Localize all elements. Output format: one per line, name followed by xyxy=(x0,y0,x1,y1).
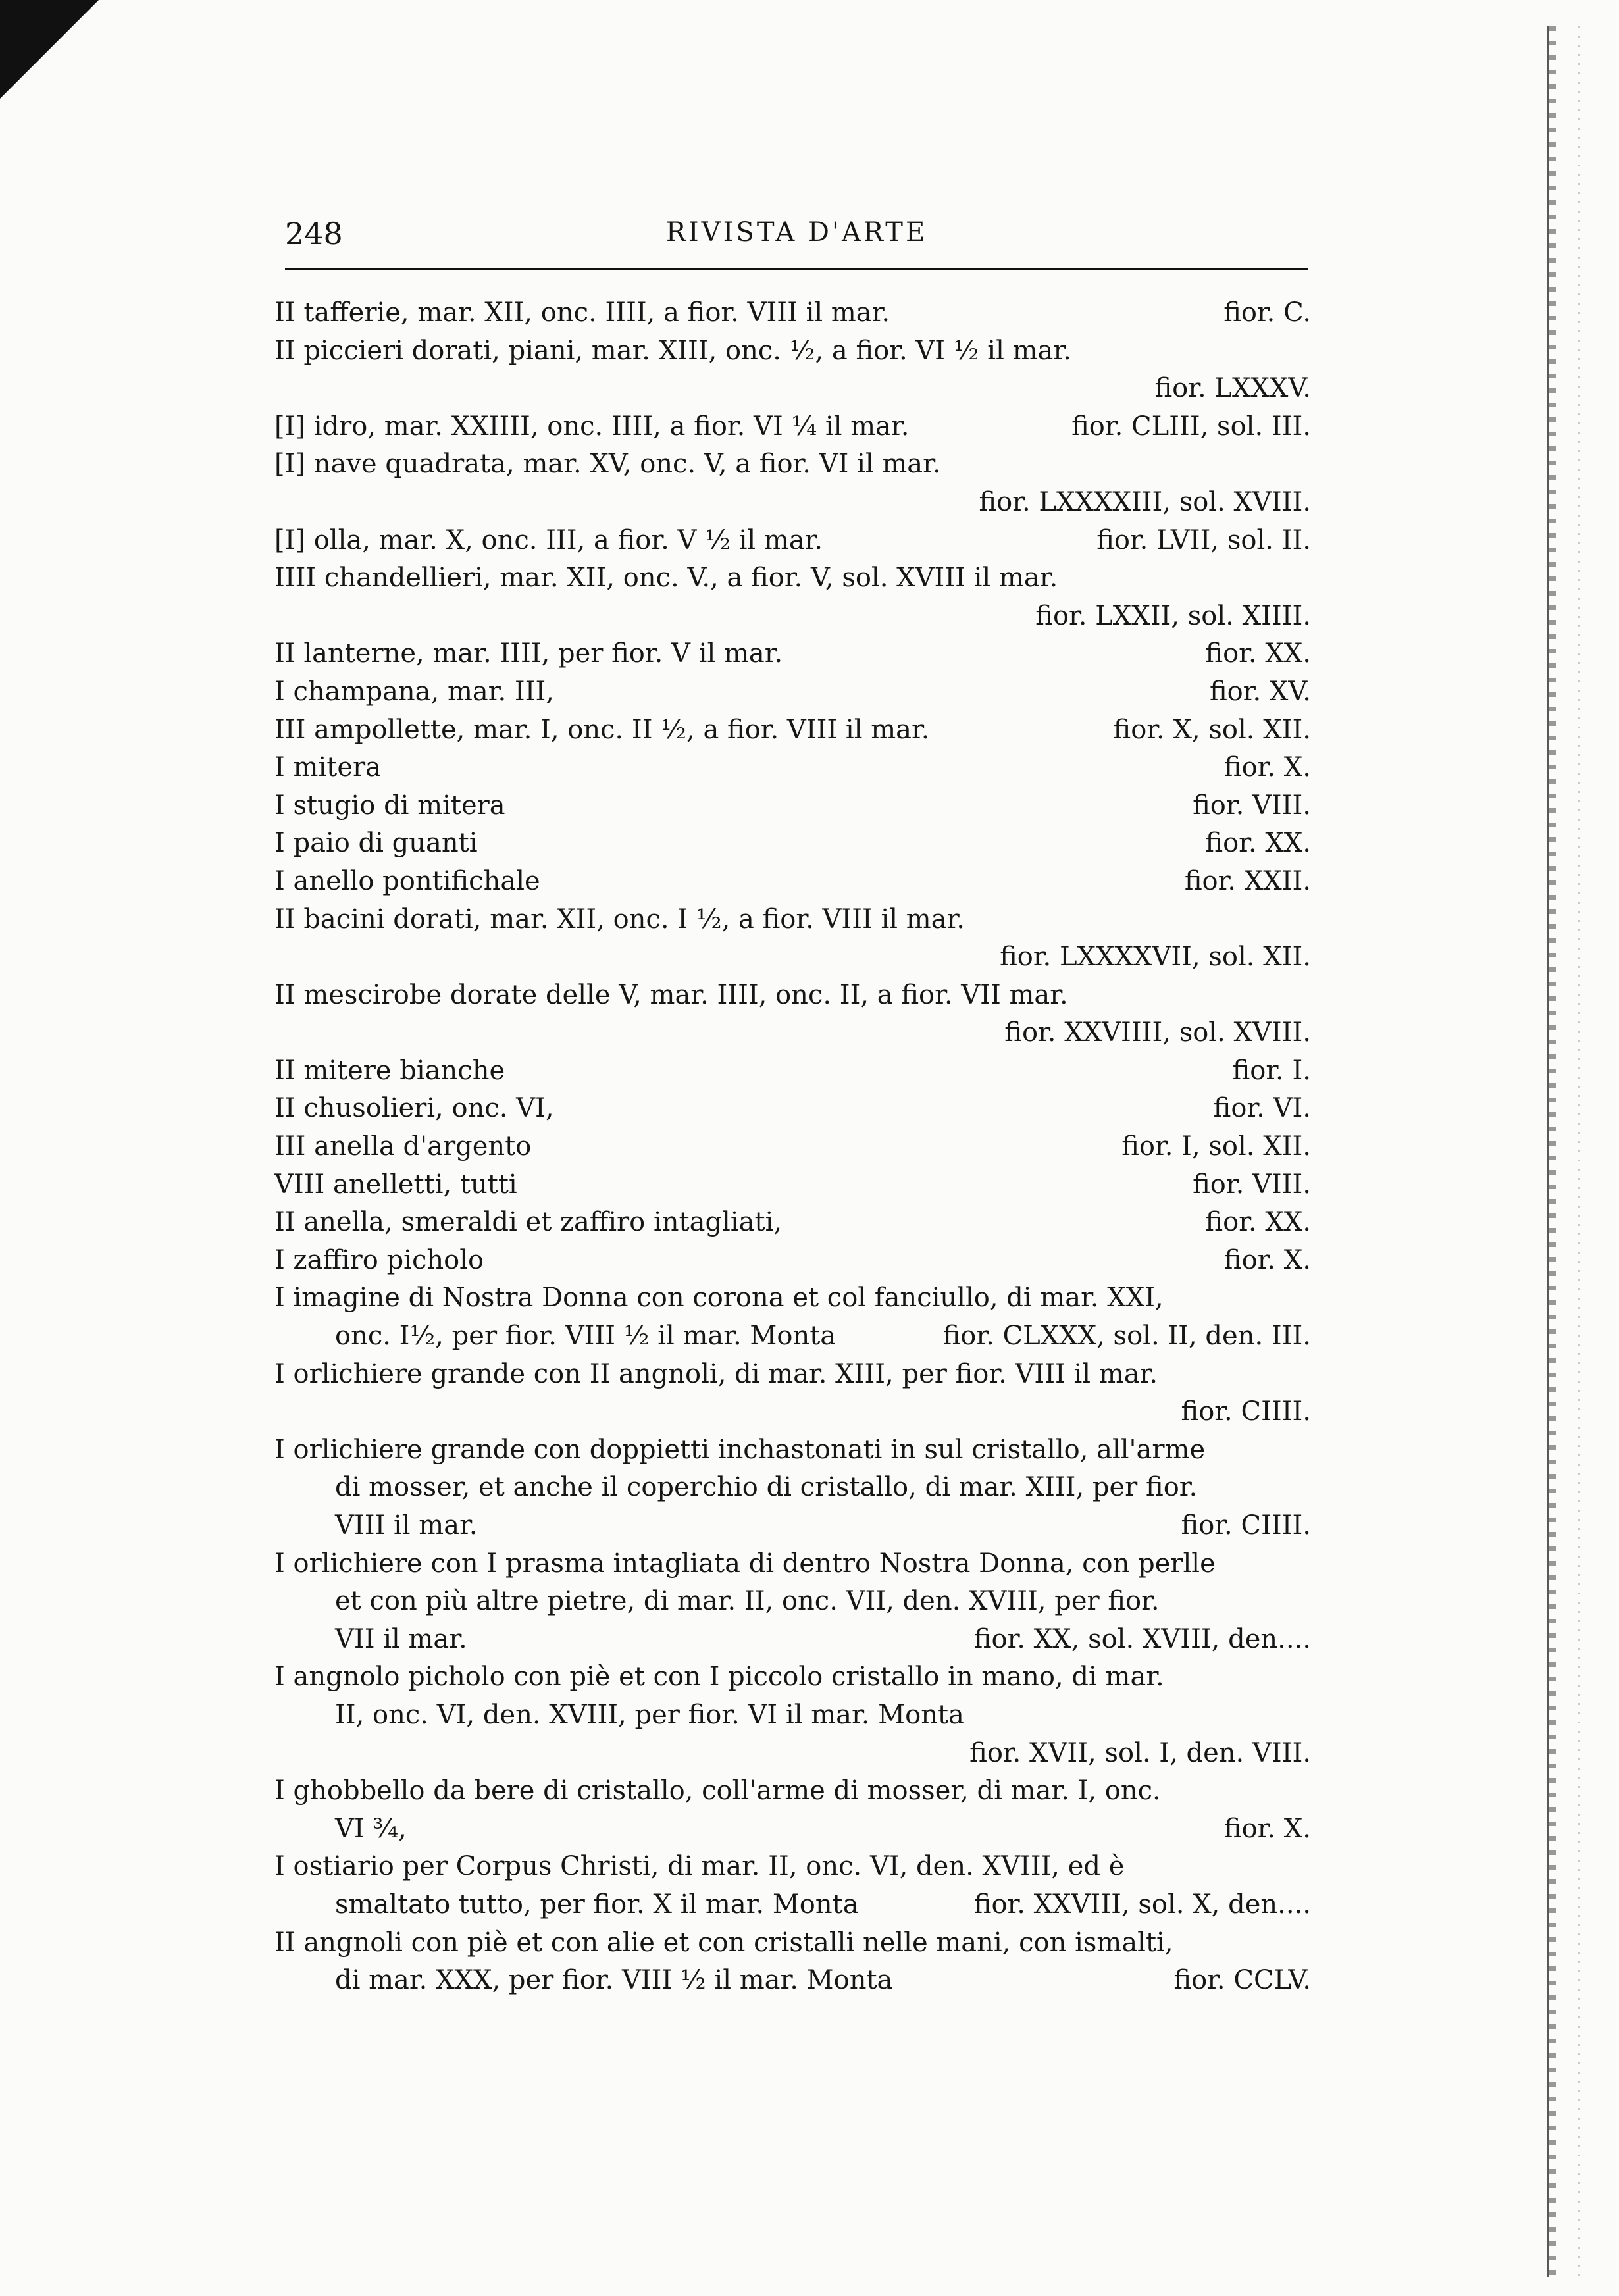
item-value: fior. XVII, sol. I, den. VIII. xyxy=(969,1737,1311,1768)
inventory-line xyxy=(274,1128,1311,1166)
inventory-line xyxy=(274,938,1311,977)
item-value: fior. I, sol. XII. xyxy=(1121,1131,1311,1162)
inventory-line xyxy=(274,1052,1311,1090)
item-value: fior. I. xyxy=(1232,1055,1311,1086)
item-description: I angnolo picholo con piè et con I piccolo cristallo in mano, di mar. xyxy=(274,1662,1164,1693)
item-description: [I] olla, mar. X, onc. III, a fior. V ½ il mar. xyxy=(274,524,823,555)
item-value: fior. LXXXXIII, sol. XVIII. xyxy=(979,486,1311,517)
item-description: di mosser, et anche il coperchio di cristallo, di mar. XIII, per fior. xyxy=(335,1472,1198,1503)
inventory-line xyxy=(274,1848,1311,1886)
inventory-line xyxy=(274,1356,1311,1394)
item-value: fior. X, sol. XII. xyxy=(1113,714,1311,745)
inventory-line xyxy=(274,1962,1311,2000)
inventory-line xyxy=(274,825,1311,863)
item-value: fior. VIII. xyxy=(1193,1169,1311,1200)
inventory-line xyxy=(274,559,1311,598)
item-value: fior. XX, sol. XVIII, den.... xyxy=(973,1623,1311,1654)
item-value: fior. XXVIIII, sol. XVIII. xyxy=(1004,1017,1311,1048)
inventory-line xyxy=(274,1242,1311,1280)
item-value: fior. XX. xyxy=(1205,1207,1311,1238)
inventory-line xyxy=(274,1431,1311,1469)
inventory-line xyxy=(274,1545,1311,1583)
item-value: fior. LXXXXVII, sol. XII. xyxy=(1000,942,1311,973)
inventory-line xyxy=(274,1166,1311,1204)
running-title: RIVISTA D'ARTE xyxy=(665,217,928,247)
page-number: 248 xyxy=(285,216,343,251)
inventory-line xyxy=(274,484,1311,522)
item-value: fior. XV. xyxy=(1209,676,1311,707)
inventory-line xyxy=(274,673,1311,711)
inventory-line xyxy=(274,598,1311,636)
item-description: smaltato tutto, per fior. X il mar. Monta xyxy=(335,1889,859,1920)
item-value: fior. XXVIII, sol. X, den.... xyxy=(973,1889,1311,1920)
page-header xyxy=(285,216,1308,270)
inventory-line xyxy=(274,1924,1311,1962)
item-description: I orlichiere con I prasma intagliata di dentro Nostra Donna, con perlle xyxy=(274,1548,1216,1579)
item-description: II lanterne, mar. IIII, per fior. V il mar. xyxy=(274,638,783,669)
inventory-line xyxy=(274,332,1311,370)
item-value: fior. LXXXV. xyxy=(1154,373,1311,404)
item-description: I paio di guanti xyxy=(274,828,478,859)
item-description: onc. I½, per fior. VIII ½ il mar. Monta xyxy=(335,1321,836,1352)
item-description: II tafferie, mar. XII, onc. IIII, a fior. VIII il mar. xyxy=(274,297,890,328)
inventory-line xyxy=(274,1279,1311,1317)
item-value: fior. XX. xyxy=(1205,638,1311,669)
item-description: II mitere bianche xyxy=(274,1055,505,1086)
inventory-line xyxy=(274,1317,1311,1356)
item-value: fior. VI. xyxy=(1213,1093,1311,1124)
item-value: fior. LVII, sol. II. xyxy=(1096,524,1311,555)
inventory-line xyxy=(274,408,1311,446)
item-description: VIII anelletti, tutti xyxy=(274,1169,517,1200)
inventory-line xyxy=(274,1204,1311,1242)
inventory-line xyxy=(274,1772,1311,1810)
inventory-line xyxy=(274,977,1311,1015)
item-value: fior. CLXXX, sol. II, den. III. xyxy=(942,1321,1311,1352)
item-value: fior. X. xyxy=(1223,752,1311,783)
item-value: fior. C. xyxy=(1223,297,1311,328)
inventory-line xyxy=(274,1696,1311,1735)
item-description: III anella d'argento xyxy=(274,1131,532,1162)
item-value: fior. XXII. xyxy=(1184,865,1311,896)
inventory-line xyxy=(274,1507,1311,1545)
item-description: di mar. XXX, per fior. VIII ½ il mar. Monta xyxy=(335,1965,893,1996)
item-description: III ampollette, mar. I, onc. II ½, a fior. VIII il mar. xyxy=(274,714,930,745)
inventory-line xyxy=(274,1621,1311,1659)
item-value: fior. CIIII. xyxy=(1181,1510,1311,1541)
inventory-line xyxy=(274,522,1311,560)
item-description: I orlichiere grande con doppietti inchastonati in sul cristallo, all'arme xyxy=(274,1434,1206,1465)
item-description: IIII chandellieri, mar. XII, onc. V., a fior. V, sol. XVIII il mar. xyxy=(274,563,1058,594)
item-description: [I] idro, mar. XXIIII, onc. IIII, a fior. VI ¼ il mar. xyxy=(274,411,910,442)
item-description: et con più altre pietre, di mar. II, onc. VII, den. XVIII, per fior. xyxy=(335,1586,1160,1617)
inventory-line xyxy=(274,711,1311,750)
item-description: I ghobbello da bere di cristallo, coll'arme di mosser, di mar. I, onc. xyxy=(274,1775,1161,1806)
item-description: I zaffiro picholo xyxy=(274,1244,484,1275)
item-value: fior. VIII. xyxy=(1193,790,1311,821)
inventory-line xyxy=(274,1014,1311,1052)
item-value: fior. CLIII, sol. III. xyxy=(1071,411,1311,442)
inventory-line xyxy=(274,1658,1311,1696)
inventory-line xyxy=(274,1393,1311,1431)
item-description: II anella, smeraldi et zaffiro intagliati, xyxy=(274,1207,783,1238)
item-description: I mitera xyxy=(274,752,381,783)
inventory-line xyxy=(274,863,1311,901)
item-description: II bacini dorati, mar. XII, onc. I ½, a fior. VIII il mar. xyxy=(274,904,965,934)
item-value: fior. LXXII, sol. XIIII. xyxy=(1035,600,1311,631)
item-value: fior. X. xyxy=(1223,1244,1311,1275)
item-description: I orlichiere grande con II angnoli, di mar. XIII, per fior. VIII il mar. xyxy=(274,1358,1158,1389)
item-description: I imagine di Nostra Donna con corona et col fanciullo, di mar. XXI, xyxy=(274,1283,1164,1314)
inventory-line xyxy=(274,446,1311,484)
scan-corner-mark xyxy=(0,0,99,99)
inventory-line xyxy=(274,1583,1311,1621)
item-value: fior. XX. xyxy=(1205,828,1311,859)
item-description: II piccieri dorati, piani, mar. XIII, onc. ½, a fior. VI ½ il mar. xyxy=(274,335,1071,366)
item-description: II angnoli con piè et con alie et con cristalli nelle mani, con ismalti, xyxy=(274,1927,1173,1958)
item-description: II chusolieri, onc. VI, xyxy=(274,1093,554,1124)
inventory-line xyxy=(274,901,1311,939)
inventory-line xyxy=(274,1886,1311,1924)
item-description: [I] nave quadrata, mar. XV, onc. V, a fior. VI il mar. xyxy=(274,449,941,480)
item-value: fior. CIIII. xyxy=(1181,1396,1311,1427)
inventory-line xyxy=(274,1735,1311,1773)
inventory-line xyxy=(274,1090,1311,1128)
inventory-line xyxy=(274,787,1311,825)
item-description: VI ¾, xyxy=(335,1813,407,1844)
inventory-line xyxy=(274,749,1311,787)
item-description: VII il mar. xyxy=(335,1623,467,1654)
inventory-line xyxy=(274,635,1311,673)
scan-binding-edge xyxy=(1547,26,1556,2277)
inventory-line xyxy=(274,370,1311,408)
item-description: II, onc. VI, den. XVIII, per fior. VI il mar. Monta xyxy=(335,1699,964,1730)
inventory-list xyxy=(274,294,1311,2000)
item-description: I ostiario per Corpus Christi, di mar. II, onc. VI, den. XVIII, ed è xyxy=(274,1851,1125,1882)
item-value: fior. CCLV. xyxy=(1173,1965,1311,1996)
item-description: I stugio di mitera xyxy=(274,790,505,821)
item-description: VIII il mar. xyxy=(335,1510,478,1541)
item-description: I champana, mar. III, xyxy=(274,676,554,707)
item-description: II mescirobe dorate delle V, mar. IIII, onc. II, a fior. VII mar. xyxy=(274,979,1068,1010)
item-value: fior. X. xyxy=(1223,1813,1311,1844)
scan-binding-edge-outer xyxy=(1578,26,1580,2277)
inventory-line xyxy=(274,1469,1311,1507)
item-description: I anello pontifichale xyxy=(274,865,540,896)
inventory-line xyxy=(274,294,1311,332)
inventory-line xyxy=(274,1810,1311,1849)
